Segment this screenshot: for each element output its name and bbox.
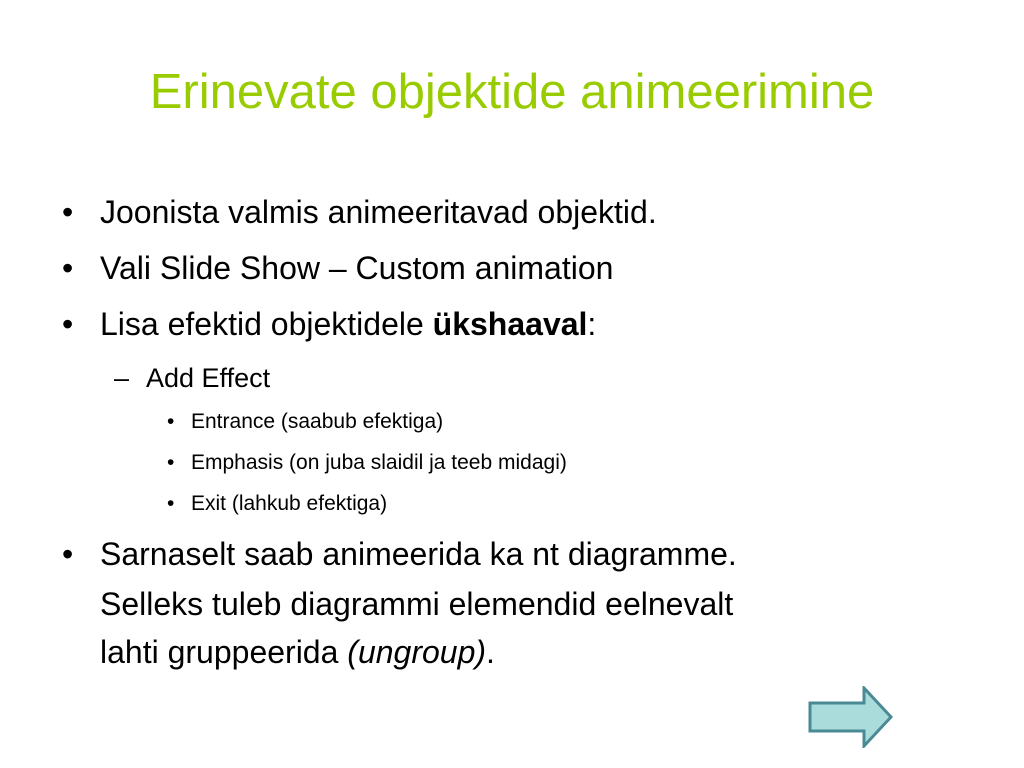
bullet-text-plain: lahti gruppeerida: [100, 634, 348, 670]
bullet-text-suffix: .: [486, 634, 495, 670]
bullet-text-italic: (ungroup): [347, 634, 487, 670]
sub-bullet-text: Add Effect: [146, 363, 271, 393]
bullet-marker: •: [62, 306, 74, 342]
sub-sub-bullet-text: Emphasis (on juba slaidil ja teeb midagi): [191, 451, 567, 474]
sub-sub-bullet-marker: •: [167, 492, 175, 515]
next-slide-arrow-icon: [807, 686, 893, 748]
next-slide-button[interactable]: [807, 686, 893, 748]
bullet-marker: •: [62, 536, 74, 572]
bullet-text: Joonista valmis animeeritavad objektid.: [100, 194, 657, 230]
bullet-text: Vali Slide Show – Custom animation: [100, 250, 614, 286]
bullet-text-suffix: :: [587, 306, 597, 342]
sub-sub-bullet-marker: •: [167, 410, 175, 433]
bullet-text-line: Selleks tuleb diagrammi elemendid eelnevalt: [100, 586, 734, 622]
bullet-text-plain: Lisa efektid objektidele: [100, 306, 433, 342]
sub-sub-bullet-text: Exit (lahkub efektiga): [191, 492, 388, 515]
bullet-text: [100, 306, 596, 342]
sub-sub-bullet-text: Entrance (saabub efektiga): [191, 410, 444, 433]
bullet-marker: •: [62, 250, 74, 286]
bullet-text-bold: ükshaaval: [432, 306, 588, 342]
bullet-text-line: [100, 634, 495, 670]
bullet-marker: •: [62, 194, 74, 230]
sub-sub-bullet-marker: •: [167, 451, 175, 474]
slide-title: Erinevate objektide animeerimine: [149, 65, 875, 119]
bullet-text-line: Sarnaselt saab animeerida ka nt diagramme.: [100, 536, 737, 572]
sub-bullet-marker: –: [114, 363, 130, 393]
